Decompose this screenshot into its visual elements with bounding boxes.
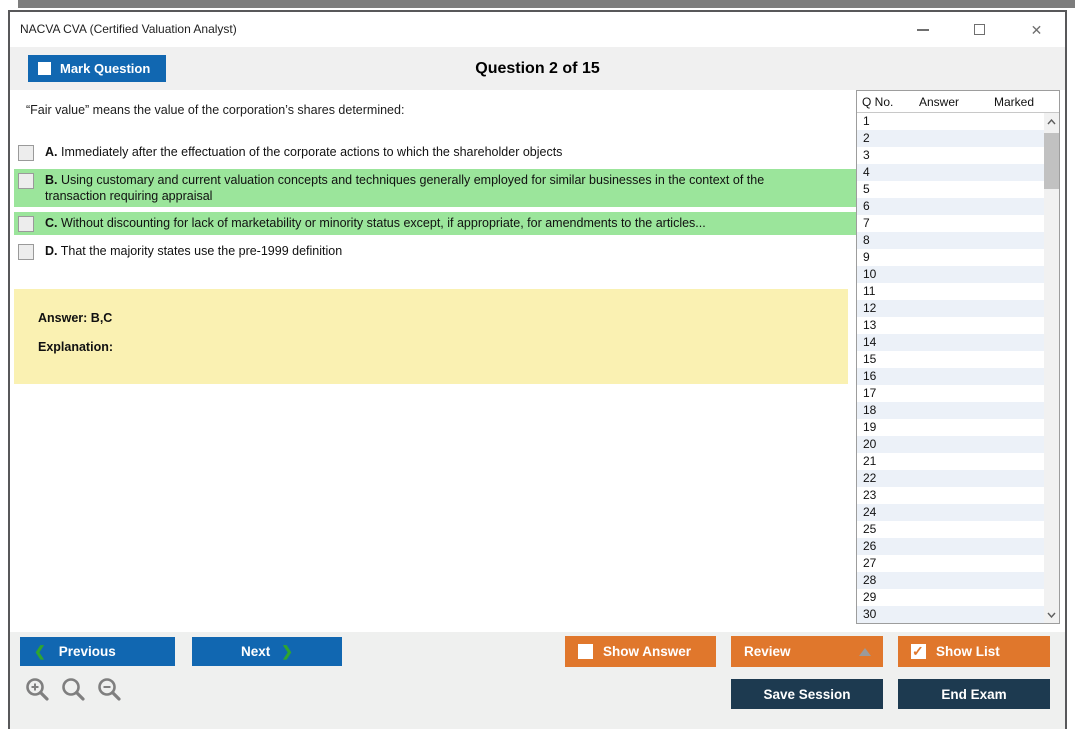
- question-list-row[interactable]: 18: [857, 402, 1044, 419]
- question-list-row[interactable]: 28: [857, 572, 1044, 589]
- option-a-text: A. Immediately after the effectuation of the corporate actions to which the shareholder objects: [45, 145, 563, 159]
- option-b-checkbox[interactable]: [18, 173, 34, 189]
- option-d-text: D. That the majority states use the pre-1999 definition: [45, 244, 343, 258]
- question-text: “Fair value” means the value of the corporation’s shares determined:: [26, 103, 405, 117]
- question-list-row[interactable]: 19: [857, 419, 1044, 436]
- question-list-row[interactable]: 22: [857, 470, 1044, 487]
- question-list-body: [857, 113, 1059, 623]
- chevron-right-icon: ❯: [281, 643, 293, 659]
- minimize-icon: [917, 29, 929, 31]
- window-controls: [894, 12, 1065, 47]
- question-list-row[interactable]: 20: [857, 436, 1044, 453]
- background-window-edge: [18, 0, 1075, 8]
- zoom-toolbar: [24, 676, 123, 703]
- explanation-label: Explanation:: [38, 340, 114, 354]
- minimize-button[interactable]: [894, 12, 951, 47]
- option-c-checkbox[interactable]: [18, 216, 34, 232]
- mark-question-checkbox-icon: [38, 62, 51, 75]
- question-list-row[interactable]: 9: [857, 249, 1044, 266]
- review-label: Review: [744, 644, 791, 659]
- question-area: [14, 90, 858, 384]
- header-strip: [10, 47, 1065, 90]
- chevron-up-icon: [1047, 119, 1056, 125]
- question-list-row[interactable]: 14: [857, 334, 1044, 351]
- question-list-row[interactable]: 16: [857, 368, 1044, 385]
- option-a-checkbox[interactable]: [18, 145, 34, 161]
- main-area: [10, 90, 1065, 632]
- next-label: Next: [241, 644, 271, 659]
- option-c[interactable]: [14, 212, 858, 235]
- options-list: [14, 141, 858, 263]
- scroll-down-button[interactable]: [1044, 606, 1059, 623]
- zoom-out-icon[interactable]: [96, 676, 123, 703]
- triangle-up-icon: [859, 648, 871, 656]
- question-list-row[interactable]: 29: [857, 589, 1044, 606]
- previous-label: Previous: [58, 644, 116, 659]
- show-list-label: Show List: [936, 644, 1000, 659]
- question-list-row[interactable]: 4: [857, 164, 1044, 181]
- scrollbar-thumb[interactable]: [1044, 133, 1059, 189]
- question-list-row[interactable]: 1: [857, 113, 1044, 130]
- answer-box: [14, 289, 848, 384]
- end-exam-label: End Exam: [941, 686, 1007, 702]
- option-b-text: B. Using customary and current valuation concepts and techniques generally employed for similar businesses in the context of the transaction requiring appraisal: [45, 173, 765, 203]
- question-list-row[interactable]: 3: [857, 147, 1044, 164]
- window-title: NACVA CVA (Certified Valuation Analyst): [20, 22, 237, 36]
- question-list-row[interactable]: 13: [857, 317, 1044, 334]
- end-exam-button[interactable]: [898, 679, 1050, 709]
- question-list-row[interactable]: 27: [857, 555, 1044, 572]
- chevron-left-icon: ❮: [34, 643, 46, 659]
- next-button[interactable]: [192, 637, 342, 666]
- chevron-down-icon: [1047, 612, 1056, 618]
- question-list-row[interactable]: 10: [857, 266, 1044, 283]
- question-list-row[interactable]: 23: [857, 487, 1044, 504]
- show-answer-label: Show Answer: [603, 644, 692, 659]
- show-list-checkbox-icon: [911, 644, 926, 659]
- question-list-panel: [856, 90, 1060, 624]
- footer-bar: [10, 632, 1065, 729]
- question-list-row[interactable]: 2: [857, 130, 1044, 147]
- close-button[interactable]: [1008, 12, 1065, 47]
- scroll-up-button[interactable]: [1044, 113, 1059, 130]
- question-list-row[interactable]: 24: [857, 504, 1044, 521]
- option-d[interactable]: [14, 240, 858, 263]
- question-list-row[interactable]: 7: [857, 215, 1044, 232]
- app-window: [8, 10, 1067, 729]
- show-list-button[interactable]: [898, 636, 1050, 667]
- save-session-label: Save Session: [763, 686, 851, 702]
- zoom-in-icon[interactable]: [24, 676, 51, 703]
- question-list-row[interactable]: 30: [857, 606, 1044, 623]
- question-list-row[interactable]: 12: [857, 300, 1044, 317]
- question-list-row[interactable]: 15: [857, 351, 1044, 368]
- maximize-button[interactable]: [951, 12, 1008, 47]
- question-list-rows: [857, 113, 1044, 623]
- mark-question-button[interactable]: [28, 55, 166, 82]
- column-qno: Q No.: [862, 94, 894, 109]
- review-dropdown-button[interactable]: [731, 636, 883, 667]
- option-d-checkbox[interactable]: [18, 244, 34, 260]
- previous-button[interactable]: [20, 637, 175, 666]
- maximize-icon: [974, 24, 985, 35]
- question-list-scrollbar[interactable]: [1044, 113, 1059, 623]
- show-answer-checkbox-icon: [578, 644, 593, 659]
- close-icon: ✕: [1030, 21, 1043, 38]
- question-list-row[interactable]: 6: [857, 198, 1044, 215]
- mark-question-label: Mark Question: [60, 61, 151, 76]
- column-answer: Answer: [919, 94, 960, 109]
- question-list-row[interactable]: 5: [857, 181, 1044, 198]
- option-c-text: C. Without discounting for lack of marketability or minority status except, if appropriate, for amendments to the articles...: [45, 216, 706, 230]
- question-list-header: [857, 91, 1059, 113]
- question-list-row[interactable]: 26: [857, 538, 1044, 555]
- zoom-reset-icon[interactable]: [60, 676, 87, 703]
- question-list-row[interactable]: 11: [857, 283, 1044, 300]
- option-b[interactable]: [14, 169, 858, 207]
- question-counter: Question 2 of 15: [475, 60, 600, 77]
- title-bar: [10, 12, 1065, 47]
- column-marked: Marked: [994, 94, 1035, 109]
- option-a[interactable]: [14, 141, 858, 164]
- save-session-button[interactable]: [731, 679, 883, 709]
- question-list-row[interactable]: 25: [857, 521, 1044, 538]
- show-answer-button[interactable]: [565, 636, 716, 667]
- question-list-row[interactable]: 17: [857, 385, 1044, 402]
- question-list-row[interactable]: 21: [857, 453, 1044, 470]
- answer-label: Answer: B,C: [38, 311, 113, 325]
- question-list-row[interactable]: 8: [857, 232, 1044, 249]
